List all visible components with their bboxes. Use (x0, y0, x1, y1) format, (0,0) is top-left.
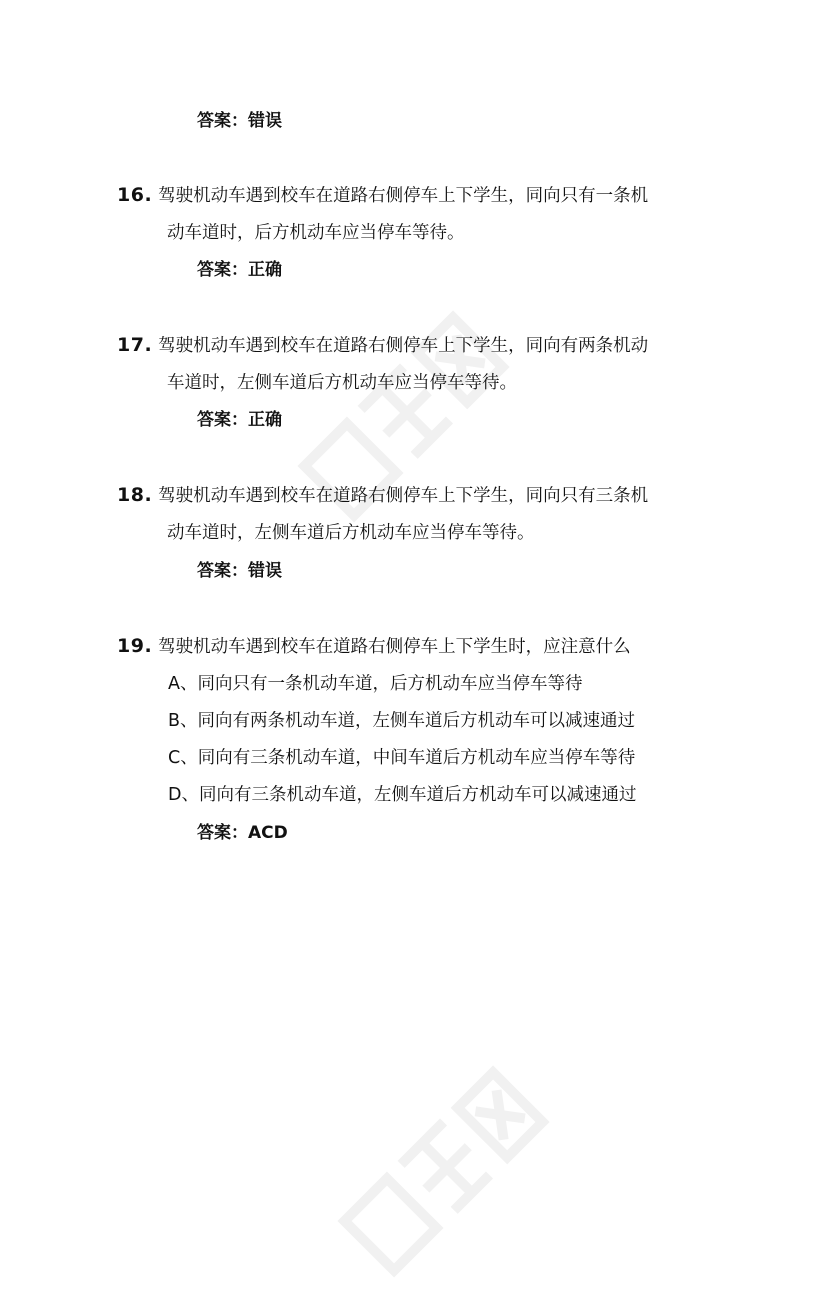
answer-18 (197, 559, 282, 583)
option-d: D、同向有三条机动车道，左侧车道后方机动车可以减速通过 (168, 785, 637, 805)
question-number: 17. (117, 334, 153, 356)
question-number: 19. (117, 635, 153, 657)
question-16 (117, 183, 717, 245)
answer-16 (197, 258, 282, 282)
question-line (117, 183, 717, 208)
answer-label: 答案： (197, 823, 248, 843)
question-text-continued: 车道时，左侧车道后方机动车应当停车等待。 (167, 373, 517, 393)
question-line (117, 333, 717, 358)
question-text-continued: 动车道时，左侧车道后方机动车应当停车等待。 (167, 523, 535, 543)
answer-17 (197, 408, 282, 432)
option-b: B、同向有两条机动车道，左侧车道后方机动车可以减速通过 (168, 711, 636, 731)
answer-15 (197, 109, 282, 133)
question-text: 驾驶机动车遇到校车在道路右侧停车上下学生，同向只有三条机 (158, 486, 649, 506)
answer-value: 错误 (248, 561, 282, 581)
question-line (117, 634, 717, 659)
question-number: 18. (117, 484, 153, 506)
question-19-options (168, 672, 636, 820)
answer-value: ACD (248, 823, 288, 843)
question-17 (117, 333, 717, 395)
question-number: 16. (117, 184, 153, 206)
option-a: A、同向只有一条机动车道，后方机动车应当停车等待 (168, 674, 583, 694)
option-c: C、同向有三条机动车道，中间车道后方机动车应当停车等待 (168, 748, 636, 768)
answer-value: 错误 (248, 111, 282, 131)
question-text: 驾驶机动车遇到校车在道路右侧停车上下学生，同向有两条机动 (158, 336, 649, 356)
question-text: 驾驶机动车遇到校车在道路右侧停车上下学生时，应注意什么 (158, 637, 631, 657)
question-line (117, 483, 717, 508)
watermark-logo-icon (310, 1045, 570, 1305)
answer-label: 答案： (197, 260, 248, 280)
question-text: 驾驶机动车遇到校车在道路右侧停车上下学生，同向只有一条机 (158, 186, 649, 206)
question-19 (117, 634, 717, 659)
answer-value: 正确 (248, 410, 282, 430)
question-18 (117, 483, 717, 545)
answer-label: 答案： (197, 561, 248, 581)
answer-19 (197, 821, 288, 845)
answer-value: 正确 (248, 260, 282, 280)
answer-label: 答案： (197, 111, 248, 131)
question-text-continued: 动车道时，后方机动车应当停车等待。 (167, 223, 465, 243)
answer-label: 答案： (197, 410, 248, 430)
